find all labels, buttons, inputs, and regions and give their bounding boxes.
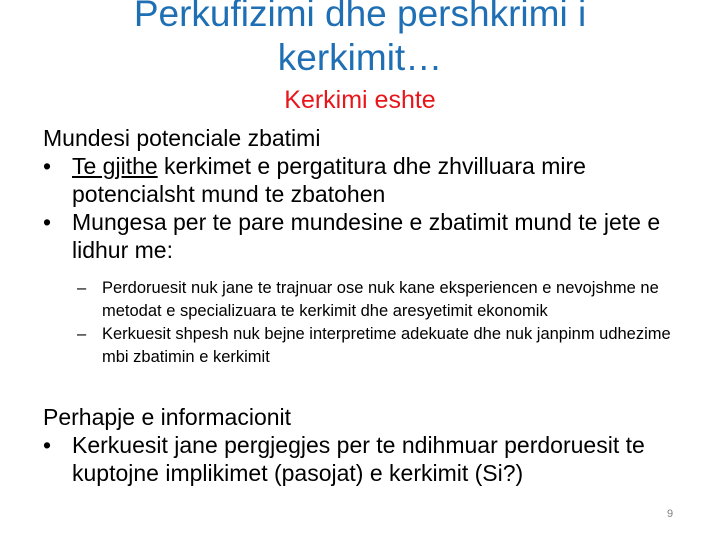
section-heading-potential-use: Mundesi potenciale zbatimi	[43, 125, 321, 151]
section-heading-information-dissemination: Perhapje e informacionit	[43, 404, 292, 430]
bullet-text: kerkimet e pergatitura dhe zhvilluara mire potencialsht mund te zbatohen	[72, 153, 586, 207]
underlined-text: Te gjithe	[72, 153, 158, 179]
bullet-item	[43, 152, 683, 208]
bullet-item	[43, 208, 683, 264]
title-line-2: kerkimit…	[277, 37, 443, 78]
title-line-1: Perkufizimi dhe pershkrimi i	[133, 0, 587, 34]
bullet-mark: •	[43, 432, 52, 458]
bullet-mark: •	[43, 153, 52, 179]
page-number: 9	[667, 508, 674, 520]
sub-bullet-text: Kerkuesit shpesh nuk bejne interpretime adekuate dhe nuk janpinm udhezime mbi zbatimin e kerkimit	[102, 325, 671, 366]
slide-subtitle: Kerkimi eshte	[284, 86, 436, 114]
bullet-text: Kerkuesit jane pergjegjes per te ndihmuar perdoruesit te kuptojne implikimet (pasojat) e kerkimit (Si?)	[72, 432, 645, 486]
bullet-item	[43, 431, 683, 487]
slide-title	[0, 0, 720, 80]
slide-body	[43, 124, 683, 487]
sub-bullet-item	[43, 323, 683, 369]
bullet-text: Mungesa per te pare mundesine e zbatimit mund te jete e lidhur me:	[72, 209, 661, 263]
sub-bullet-item	[43, 277, 683, 323]
dash-mark: –	[77, 279, 87, 297]
dash-mark: –	[77, 325, 87, 343]
sub-bullet-text: Perdoruesit nuk jane te trajnuar ose nuk kane eksperiencen e nevojshme ne metodat e specializuara te kerkimit dhe aresyetimit ekonomik	[102, 279, 659, 320]
bullet-mark: •	[43, 209, 52, 235]
